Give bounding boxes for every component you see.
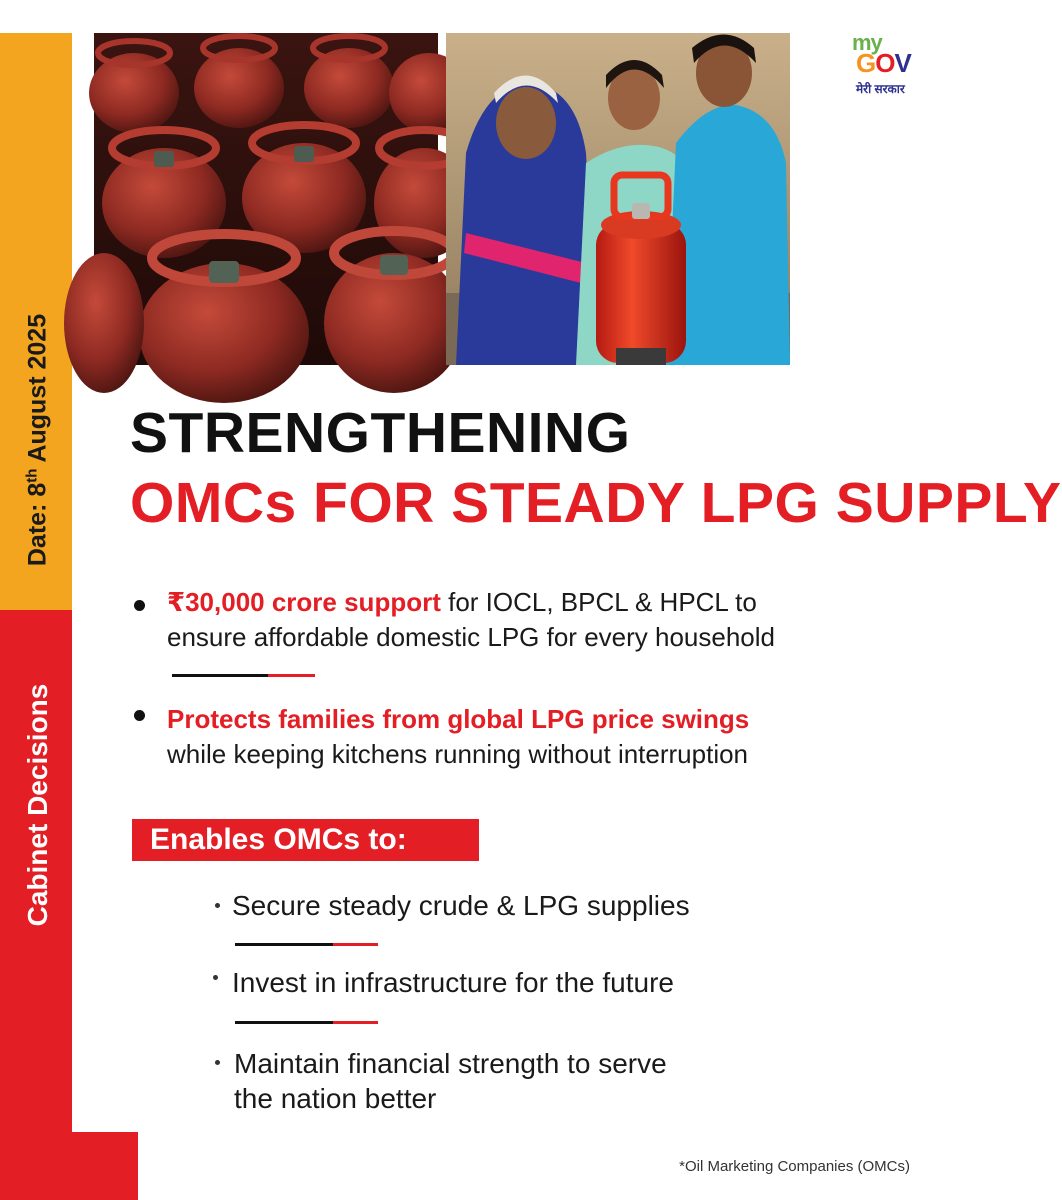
enables-item-2: Invest in infrastructure for the future	[232, 967, 674, 998]
divider	[235, 943, 378, 946]
divider	[235, 1021, 378, 1024]
point-1: ₹30,000 crore support for IOCL, BPCL & HPCL to ensure affordable domestic LPG for every household	[167, 587, 775, 652]
mygov-logo: my GOV मेरी सरकार	[852, 30, 911, 96]
bullet-icon	[134, 710, 145, 721]
section-label: Cabinet Decisions	[22, 683, 53, 927]
sub-bullet-icon	[213, 975, 218, 980]
footnote: *Oil Marketing Companies (OMCs)	[679, 1158, 910, 1175]
sub-bullet-icon	[215, 1060, 220, 1065]
title-line-1: STRENGTHENING	[130, 401, 631, 465]
enables-heading: Enables OMCs to:	[132, 819, 479, 861]
enables-item-3: Maintain financial strength to serve the nation better	[234, 1048, 667, 1114]
point-2: Protects families from global LPG price swings while keeping kitchens running without interruption	[167, 704, 750, 769]
title-line-2: OMCs FOR STEADY LPG SUPPLY	[130, 471, 1062, 535]
bullet-icon	[134, 600, 145, 611]
sub-bullet-icon	[215, 903, 220, 908]
family-photo	[446, 33, 790, 365]
enables-item-1: Secure steady crude & LPG supplies	[232, 890, 690, 921]
sidebar-corner-block	[72, 1132, 138, 1200]
date-label: Date: 8th August 2025	[23, 313, 52, 567]
lpg-cylinders-photo	[94, 33, 438, 365]
divider	[172, 674, 315, 677]
